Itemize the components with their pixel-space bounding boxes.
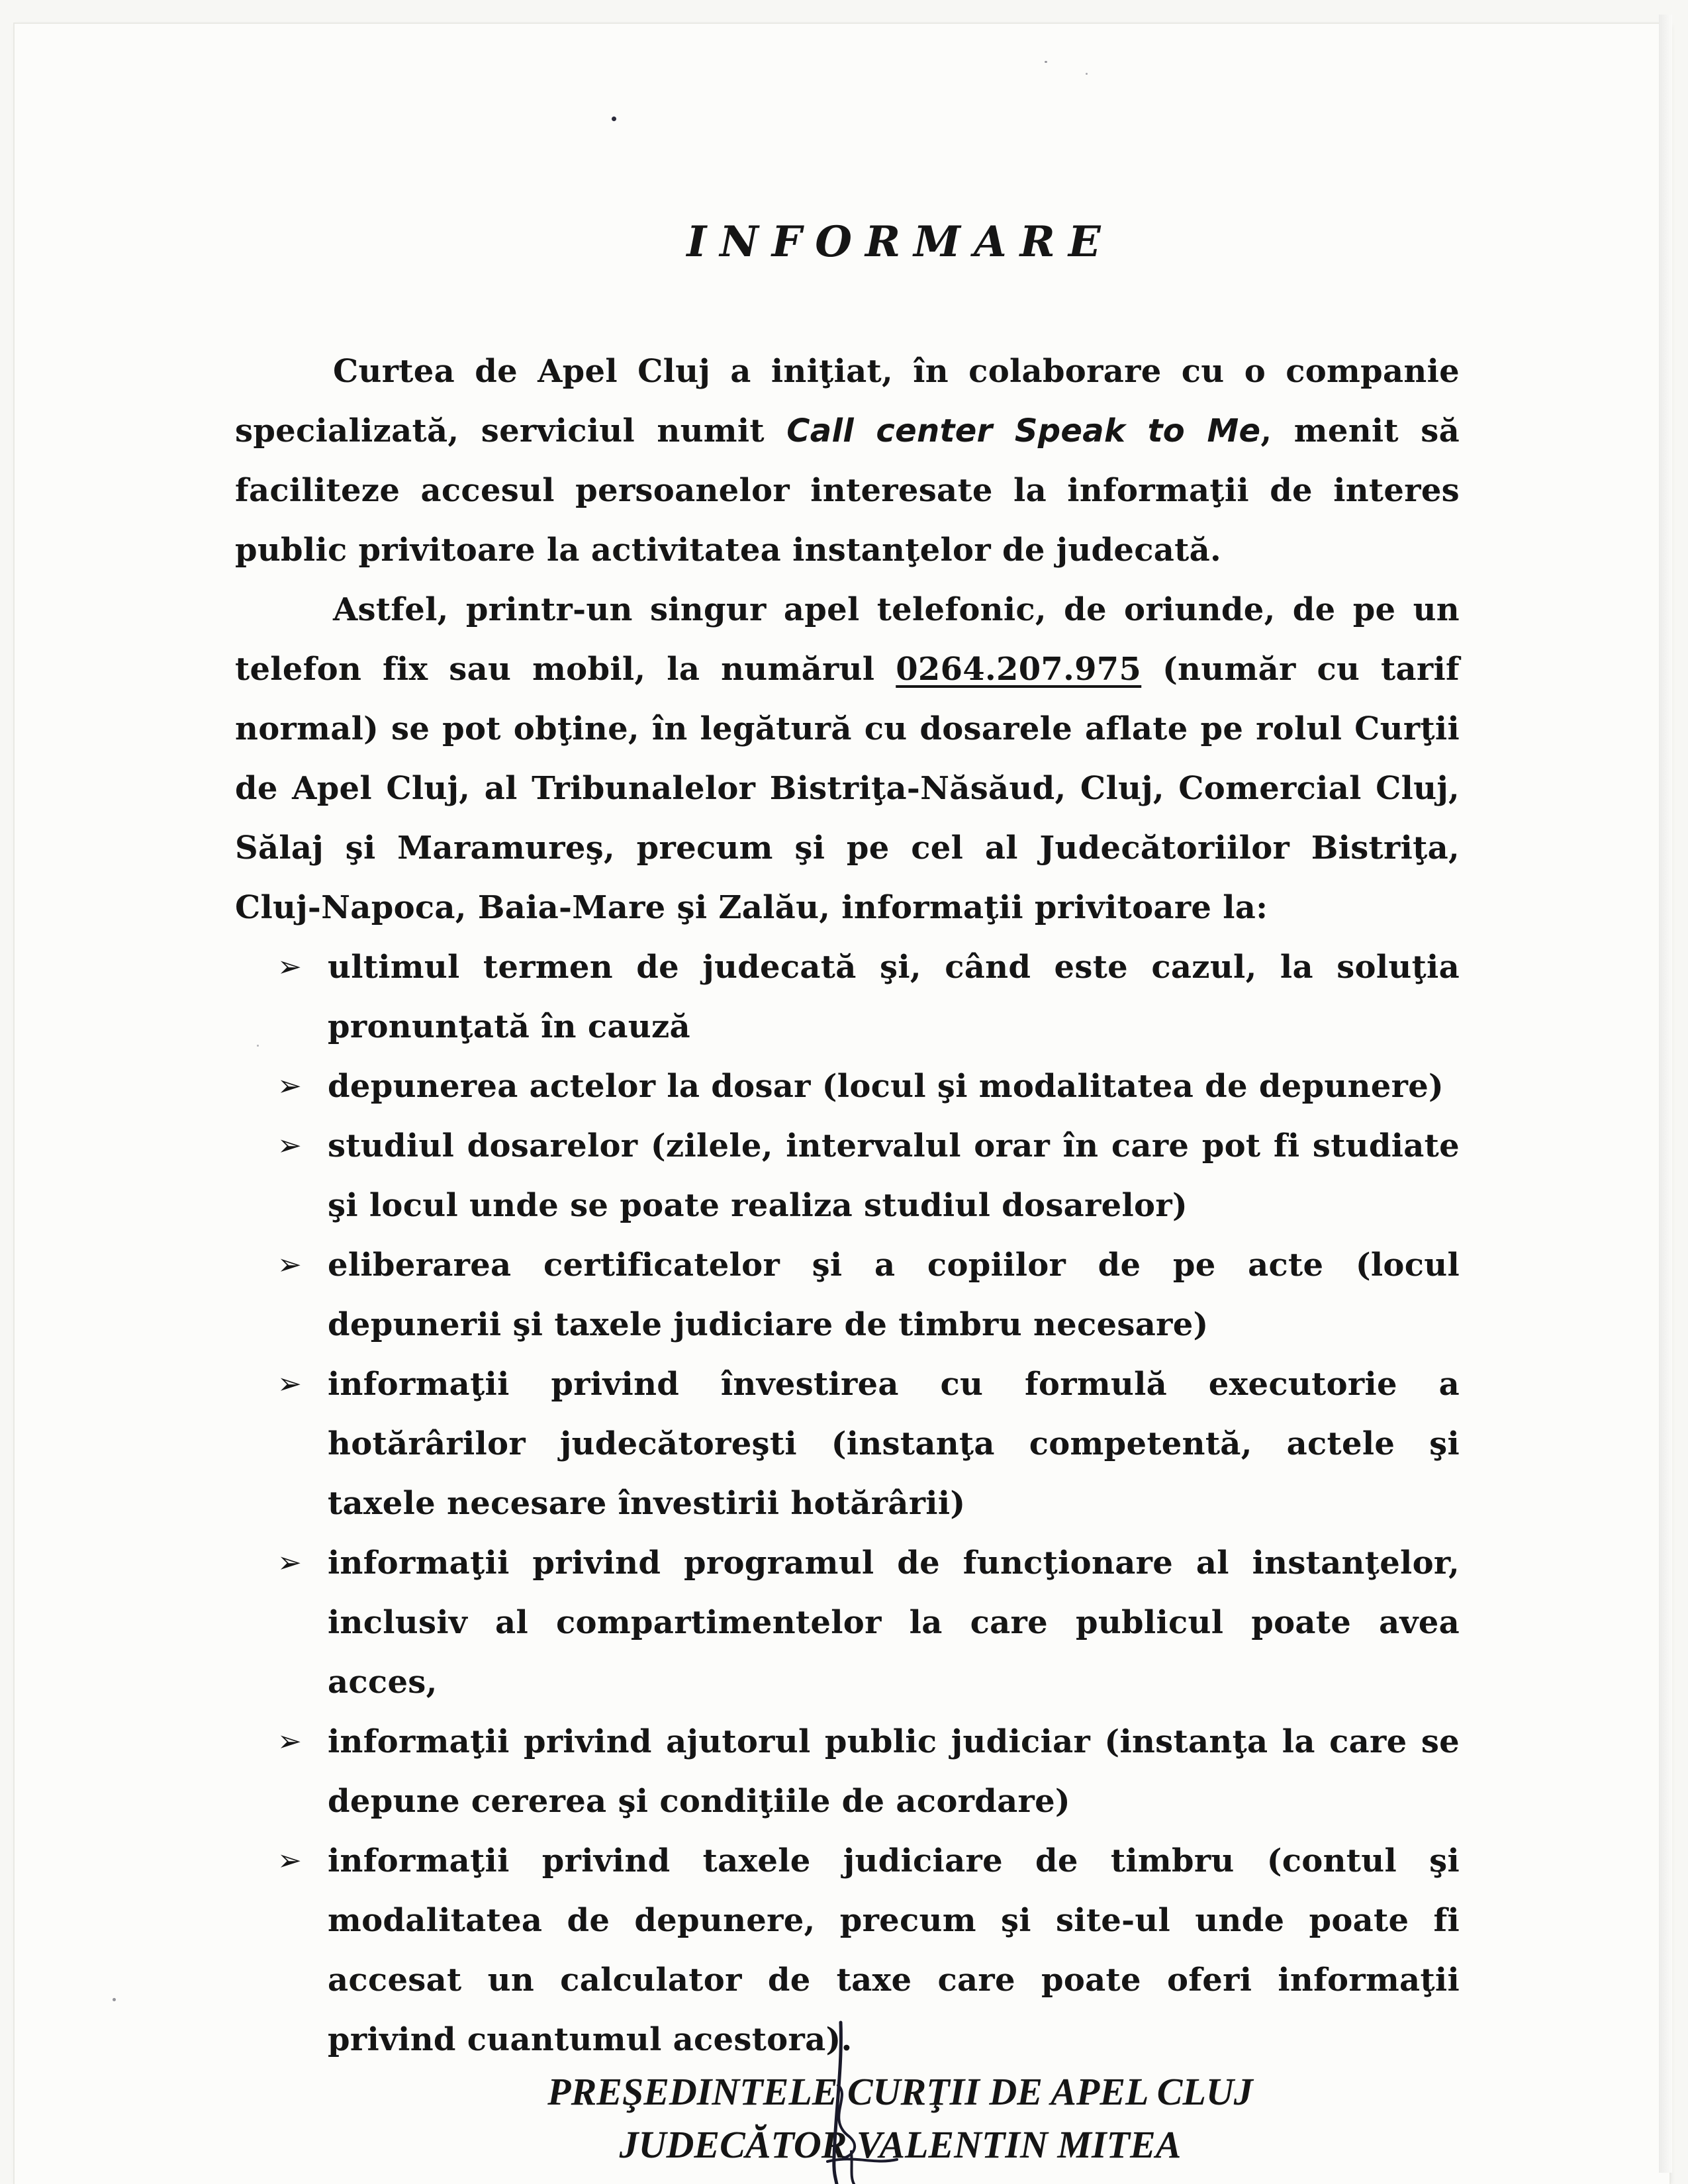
- services-list: [235, 937, 1460, 2069]
- list-item: [277, 1533, 1460, 1712]
- list-item-text: depunerea actelor la dosar (locul şi modalitatea de depunere): [328, 1068, 1444, 1105]
- scan-speck: [612, 117, 616, 121]
- arrowhead-bullet-icon: ➢: [277, 1129, 303, 1163]
- list-item-text: informaţii privind ajutorul public judiciar (instanţa la care se depune cererea şi condiţiile de acordare): [328, 1723, 1460, 1820]
- arrowhead-bullet-icon: ➢: [277, 950, 303, 984]
- signatory-title: PREŞEDINTELE CURŢII DE APEL CLUJ: [547, 2070, 1253, 2113]
- list-item: [277, 1057, 1460, 1116]
- list-item: [277, 1354, 1460, 1533]
- paragraph-intro-end: , menit să faciliteze accesul persoanelor interesate la informaţii de interes public privitoare la activitatea instanţelor de judecată.: [235, 412, 1460, 569]
- scan-speck: [1045, 61, 1047, 63]
- arrowhead-bullet-icon: ➢: [277, 1367, 303, 1401]
- list-item: [277, 1235, 1460, 1354]
- list-item-text: eliberarea certificatelor şi a copiilor de pe acte (locul depunerii şi taxele judiciare de timbru necesare): [328, 1247, 1460, 1343]
- service-name: Call center Speak to Me: [786, 412, 1261, 450]
- arrowhead-bullet-icon: ➢: [277, 1844, 303, 1877]
- list-item: [277, 1712, 1460, 1831]
- list-item: [277, 937, 1460, 1057]
- arrowhead-bullet-icon: ➢: [277, 1546, 303, 1580]
- scan-speck: [1086, 73, 1088, 75]
- scan-speck: [113, 1998, 116, 2001]
- list-item: [277, 1116, 1460, 1235]
- paragraph-intro-start: Curtea de Apel Cluj a iniţiat, în colaborare cu o companie specializată, serviciul numit: [235, 353, 1460, 450]
- paragraph-intro: [235, 342, 1460, 580]
- signature-block: [0, 2065, 1688, 2171]
- paragraph-phone: [235, 580, 1460, 937]
- arrowhead-bullet-icon: ➢: [277, 1248, 303, 1282]
- list-item-text: informaţii privind programul de funcţionare al instanţelor, inclusiv al compartimentelor la care publicul poate avea acces,: [328, 1544, 1460, 1701]
- document-title: INFORMARE: [686, 217, 1114, 267]
- list-item: [277, 1831, 1460, 2069]
- paragraph-phone-end: (număr cu tarif normal) se pot obţine, în legătură cu dosarele aflate pe rolul Curţii de Apel Cluj, al Tribunalelor Bistriţa-Năsăud, Cluj, Comercial Cluj, Sălaj şi Maramureş, precum şi pe cel al Judecătoriilor Bistriţa, Cluj-Napoca, Baia-Mare şi Zalău, informaţii privitoare la:: [235, 651, 1460, 926]
- list-item-text: studiul dosarelor (zilele, intervalul orar în care pot fi studiate şi locul unde se poate realiza studiul dosarelor): [328, 1127, 1460, 1224]
- scan-edge-shadow: [1659, 15, 1672, 2173]
- list-item-text: informaţii privind învestirea cu formulă executorie a hotărârilor judecătoreşti (instanţa competentă, actele şi taxele necesare învestirii hotărârii): [328, 1366, 1460, 1522]
- arrowhead-bullet-icon: ➢: [277, 1069, 303, 1103]
- paragraph-phone-start: Astfel, printr-un singur apel telefonic, de oriunde, de pe un telefon fix sau mobil, la numărul: [235, 591, 1460, 688]
- signatory-name: JUDECĂTOR VALENTIN MITEA: [619, 2123, 1182, 2166]
- list-item-text: ultimul termen de judecată şi, când este cazul, la soluţia pronunţată în cauză: [328, 949, 1460, 1045]
- phone-number: 0264.207.975: [896, 651, 1142, 688]
- document-body: [235, 342, 1460, 2069]
- list-item-text: informaţii privind taxele judiciare de timbru (contul şi modalitatea de depunere, precum şi site-ul unde poate fi accesat un calculator de taxe care poate oferi informaţii privind cuantumul acestora).: [328, 1842, 1460, 2058]
- arrowhead-bullet-icon: ➢: [277, 1725, 303, 1758]
